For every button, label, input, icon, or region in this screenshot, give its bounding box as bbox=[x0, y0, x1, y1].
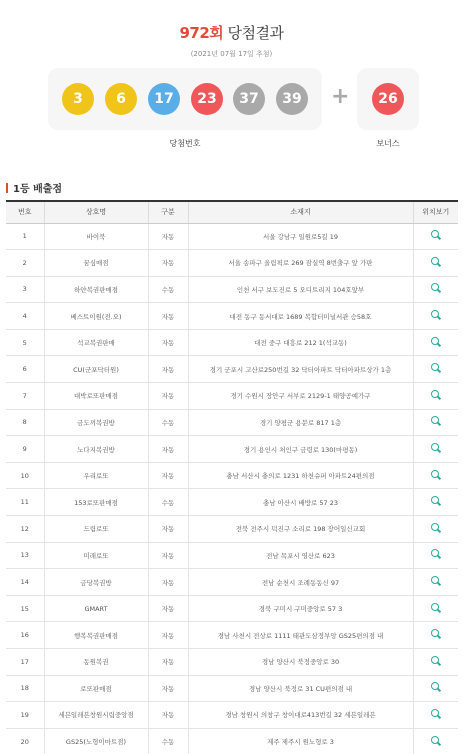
shop-name: GS25(노형이마트점) bbox=[44, 728, 148, 754]
table-row bbox=[6, 569, 458, 596]
col-header-map: 위치보기 bbox=[413, 201, 458, 223]
map-view-cell bbox=[413, 303, 458, 330]
row-number: 3 bbox=[6, 276, 44, 303]
purchase-type: 자동 bbox=[148, 595, 188, 622]
table-row bbox=[6, 728, 458, 754]
purchase-type: 수동 bbox=[148, 489, 188, 516]
winning-ball: 3 bbox=[62, 83, 94, 115]
map-view-cell bbox=[413, 675, 458, 702]
row-number: 19 bbox=[6, 702, 44, 729]
purchase-type: 자동 bbox=[148, 569, 188, 596]
shop-address: 경기 군포시 고산로250번길 32 닥터아파트 닥터아파트상가 1층 bbox=[188, 356, 413, 383]
winning-ball: 37 bbox=[233, 83, 265, 115]
shop-address: 충남 아산시 배방로 57 23 bbox=[188, 489, 413, 516]
purchase-type: 자동 bbox=[148, 622, 188, 649]
purchase-type: 자동 bbox=[148, 542, 188, 569]
search-icon[interactable] bbox=[431, 337, 441, 347]
map-view-cell bbox=[413, 569, 458, 596]
result-header bbox=[0, 0, 463, 59]
row-number: 13 bbox=[6, 542, 44, 569]
purchase-type: 자동 bbox=[148, 702, 188, 729]
bonus-label: 보너스 bbox=[376, 139, 400, 148]
shop-name: 미래로또 bbox=[44, 542, 148, 569]
table-row bbox=[6, 250, 458, 277]
shop-name: CU(군포닥터원) bbox=[44, 356, 148, 383]
purchase-type: 자동 bbox=[148, 675, 188, 702]
bonus-ball: 26 bbox=[372, 83, 404, 115]
shop-address: 서울 강남구 일원로5길 19 bbox=[188, 223, 413, 250]
table-row bbox=[6, 675, 458, 702]
purchase-type: 수동 bbox=[148, 728, 188, 754]
purchase-type: 수동 bbox=[148, 276, 188, 303]
plus-sign: + bbox=[331, 84, 350, 109]
map-view-cell bbox=[413, 329, 458, 356]
shop-address: 경기 용인시 처인구 금령로 130(마평동) bbox=[188, 436, 413, 463]
shop-name: 하얀복권판매점 bbox=[44, 276, 148, 303]
row-number: 1 bbox=[6, 223, 44, 250]
search-icon[interactable] bbox=[431, 576, 441, 586]
shop-name: 동원복권 bbox=[44, 649, 148, 676]
search-icon[interactable] bbox=[431, 656, 441, 666]
shop-name: 153로또판매점 bbox=[44, 489, 148, 516]
purchase-type: 자동 bbox=[148, 356, 188, 383]
row-number: 12 bbox=[6, 516, 44, 543]
search-icon[interactable] bbox=[431, 416, 441, 426]
purchase-type: 자동 bbox=[148, 462, 188, 489]
shop-address: 전북 전주시 덕진구 소리로 198 장어일신교회 bbox=[188, 516, 413, 543]
shop-address: 경북 구미시 구미중앙로 57 3 bbox=[188, 595, 413, 622]
round-number: 972회 bbox=[179, 24, 224, 42]
map-view-cell bbox=[413, 462, 458, 489]
row-number: 6 bbox=[6, 356, 44, 383]
shop-address: 인천 서구 보도진로 5 오디트리지 104호앞부 bbox=[188, 276, 413, 303]
table-row bbox=[6, 702, 458, 729]
table-row bbox=[6, 329, 458, 356]
row-number: 14 bbox=[6, 569, 44, 596]
purchase-type: 자동 bbox=[148, 383, 188, 410]
shop-address: 제주 제주시 원노형로 3 bbox=[188, 728, 413, 754]
map-view-cell bbox=[413, 622, 458, 649]
winning-shops-table bbox=[6, 200, 458, 754]
row-number: 18 bbox=[6, 675, 44, 702]
section-marker bbox=[6, 183, 8, 193]
shop-name: 바이북 bbox=[44, 223, 148, 250]
search-icon[interactable] bbox=[431, 443, 441, 453]
purchase-type: 자동 bbox=[148, 250, 188, 277]
map-view-cell bbox=[413, 276, 458, 303]
row-number: 5 bbox=[6, 329, 44, 356]
table-row bbox=[6, 436, 458, 463]
map-view-cell bbox=[413, 223, 458, 250]
purchase-type: 자동 bbox=[148, 329, 188, 356]
search-icon[interactable] bbox=[431, 470, 441, 480]
shop-name: 로또판매점 bbox=[44, 675, 148, 702]
shop-name: 베스트이원(전.오) bbox=[44, 303, 148, 330]
shop-address: 전남 목포시 영산로 623 bbox=[188, 542, 413, 569]
search-icon[interactable] bbox=[431, 283, 441, 293]
shop-address: 서울 송파구 올림픽로 269 잠실역 8번출구 앞 가판 bbox=[188, 250, 413, 277]
purchase-type: 자동 bbox=[148, 223, 188, 250]
map-view-cell bbox=[413, 383, 458, 410]
draw-date: (2021년 07월 17일 추첨) bbox=[190, 50, 273, 58]
shop-address: 전남 순천시 조례동동신 97 bbox=[188, 569, 413, 596]
winning-ball: 17 bbox=[148, 83, 180, 115]
map-view-cell bbox=[413, 489, 458, 516]
shop-name: 행복복권판매점 bbox=[44, 622, 148, 649]
winning-label: 당첨번호 bbox=[169, 139, 201, 148]
row-number: 2 bbox=[6, 250, 44, 277]
map-view-cell bbox=[413, 728, 458, 754]
search-icon[interactable] bbox=[431, 629, 441, 639]
search-icon[interactable] bbox=[431, 390, 441, 400]
shop-name: 금도끼복권방 bbox=[44, 409, 148, 436]
col-header-no: 번호 bbox=[6, 201, 44, 223]
shop-name: 노다지복권방 bbox=[44, 436, 148, 463]
search-icon[interactable] bbox=[431, 496, 441, 506]
winning-ball: 39 bbox=[276, 83, 308, 115]
table-row bbox=[6, 622, 458, 649]
row-number: 9 bbox=[6, 436, 44, 463]
table-row bbox=[6, 649, 458, 676]
shop-name: 금당복권방 bbox=[44, 569, 148, 596]
balls-area bbox=[48, 68, 418, 148]
table-row bbox=[6, 303, 458, 330]
table-row bbox=[6, 276, 458, 303]
map-view-cell bbox=[413, 356, 458, 383]
table-row bbox=[6, 489, 458, 516]
purchase-type: 수동 bbox=[148, 409, 188, 436]
shop-address: 경기 수원시 장안구 서부로 2129-1 태양공예가구 bbox=[188, 383, 413, 410]
search-icon[interactable] bbox=[431, 230, 441, 240]
winning-ball: 23 bbox=[191, 83, 223, 115]
shop-name: 석교복권판매 bbox=[44, 329, 148, 356]
search-icon[interactable] bbox=[431, 736, 441, 746]
table-row bbox=[6, 595, 458, 622]
section-title-text: 1등 배출점 bbox=[13, 184, 63, 195]
table-header-row bbox=[6, 201, 458, 223]
shop-name: 꿈심매점 bbox=[44, 250, 148, 277]
map-view-cell bbox=[413, 250, 458, 277]
col-header-type: 구분 bbox=[148, 201, 188, 223]
col-header-address: 소재지 bbox=[188, 201, 413, 223]
map-view-cell bbox=[413, 516, 458, 543]
map-view-cell bbox=[413, 702, 458, 729]
section-title bbox=[6, 180, 62, 195]
shop-name: 대박로또판매점 bbox=[44, 383, 148, 410]
shop-name: GMART bbox=[44, 595, 148, 622]
row-number: 7 bbox=[6, 383, 44, 410]
shop-address: 대전 동구 동서대로 1689 복합터미널서관 승58호 bbox=[188, 303, 413, 330]
row-number: 15 bbox=[6, 595, 44, 622]
row-number: 17 bbox=[6, 649, 44, 676]
row-number: 16 bbox=[6, 622, 44, 649]
shop-name: 세븐일레븐창원시립중앙점 bbox=[44, 702, 148, 729]
search-icon[interactable] bbox=[431, 709, 441, 719]
search-icon[interactable] bbox=[431, 682, 441, 692]
search-icon[interactable] bbox=[431, 603, 441, 613]
winning-ball: 6 bbox=[105, 83, 137, 115]
shop-address: 경남 창원시 의창구 창이대로413번길 32 세븐일레븐 bbox=[188, 702, 413, 729]
map-view-cell bbox=[413, 436, 458, 463]
shop-name: 드림로또 bbox=[44, 516, 148, 543]
table-row bbox=[6, 542, 458, 569]
table-row bbox=[6, 383, 458, 410]
map-view-cell bbox=[413, 649, 458, 676]
map-view-cell bbox=[413, 542, 458, 569]
purchase-type: 자동 bbox=[148, 516, 188, 543]
shop-address: 경남 양산시 북정중앙로 30 bbox=[188, 649, 413, 676]
shop-address: 충남 서산시 충의로 1231 하천슈퍼 아파트24편의점 bbox=[188, 462, 413, 489]
purchase-type: 자동 bbox=[148, 303, 188, 330]
table-row bbox=[6, 462, 458, 489]
purchase-type: 자동 bbox=[148, 649, 188, 676]
row-number: 20 bbox=[6, 728, 44, 754]
map-view-cell bbox=[413, 595, 458, 622]
row-number: 10 bbox=[6, 462, 44, 489]
bonus-number-box bbox=[357, 68, 419, 130]
table-row bbox=[6, 223, 458, 250]
row-number: 4 bbox=[6, 303, 44, 330]
winning-numbers-box bbox=[48, 68, 322, 130]
shop-address: 대전 중구 대흥로 212 1(석교동) bbox=[188, 329, 413, 356]
shop-address: 경기 양평군 용문로 817 1층 bbox=[188, 409, 413, 436]
map-view-cell bbox=[413, 409, 458, 436]
search-icon[interactable] bbox=[431, 523, 441, 533]
col-header-shop: 상호명 bbox=[44, 201, 148, 223]
table-row bbox=[6, 516, 458, 543]
purchase-type: 자동 bbox=[148, 436, 188, 463]
shop-address: 경남 양산시 북정로 31 CU편의점 내 bbox=[188, 675, 413, 702]
page-title bbox=[0, 22, 463, 43]
shop-name: 우리로또 bbox=[44, 462, 148, 489]
shop-address: 경남 사천시 전상로 1111 태관도삼정부앙 GS25편의점 내 bbox=[188, 622, 413, 649]
title-suffix: 당첨결과 bbox=[223, 24, 284, 42]
search-icon[interactable] bbox=[431, 310, 441, 320]
search-icon[interactable] bbox=[431, 549, 441, 559]
search-icon[interactable] bbox=[431, 257, 441, 267]
row-number: 11 bbox=[6, 489, 44, 516]
table-row bbox=[6, 356, 458, 383]
table-row bbox=[6, 409, 458, 436]
row-number: 8 bbox=[6, 409, 44, 436]
search-icon[interactable] bbox=[431, 363, 441, 373]
